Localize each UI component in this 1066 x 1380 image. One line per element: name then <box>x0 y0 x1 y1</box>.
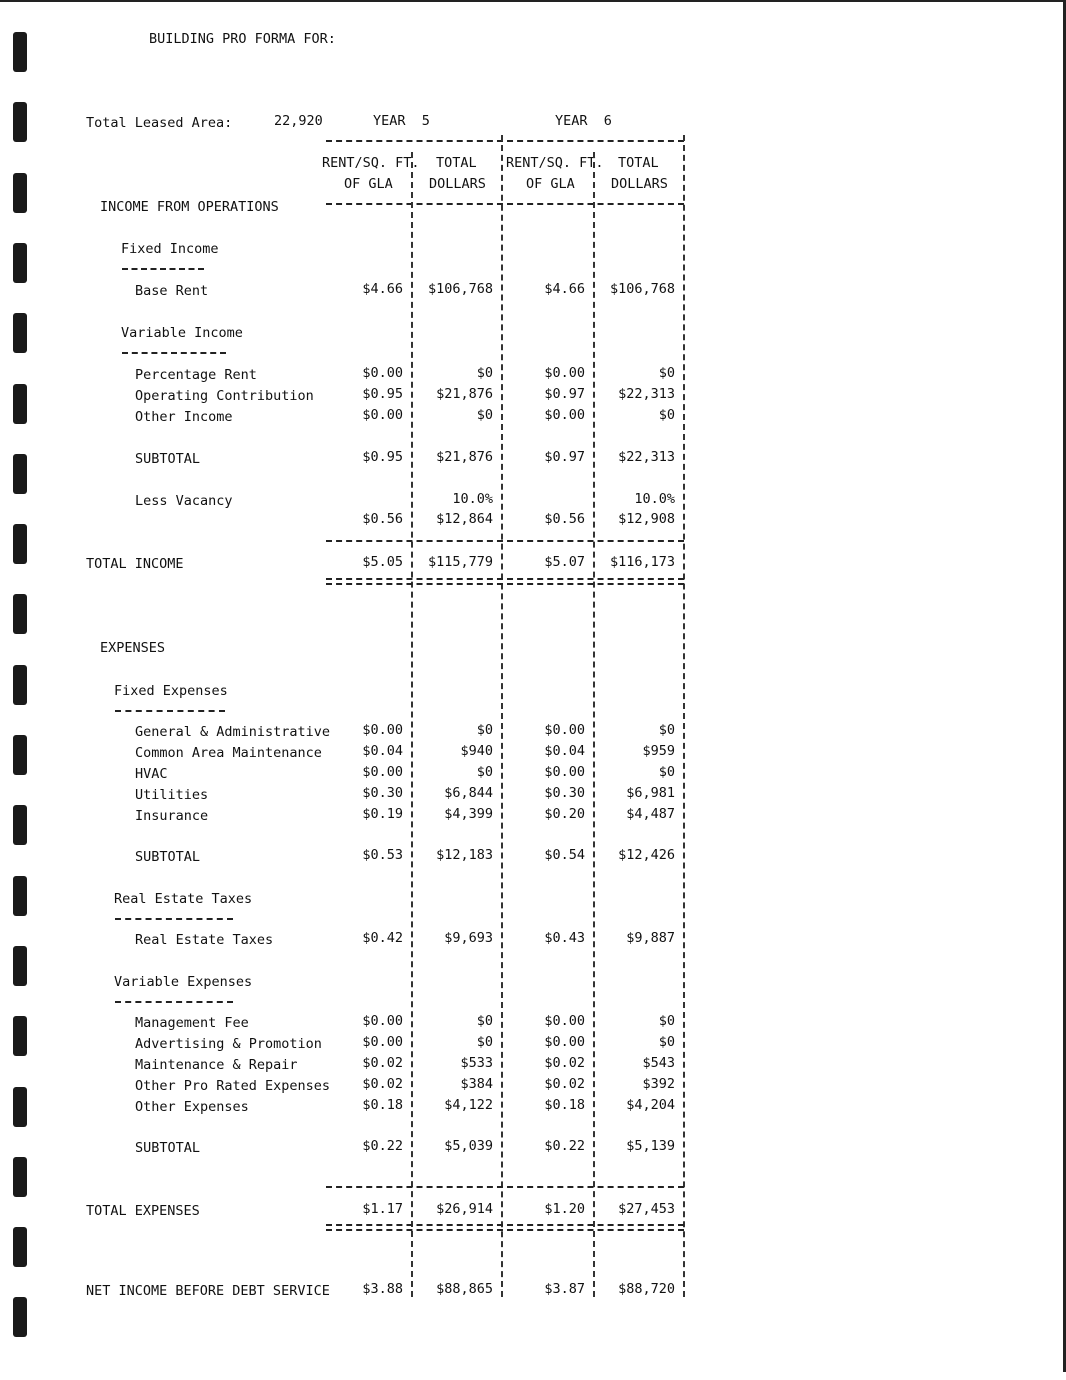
total-expenses-y6-rent-psf: $1.20 <box>544 1201 585 1217</box>
total-expenses-y6-total: $27,453 <box>618 1201 675 1217</box>
other-pro-rated-y5-rent-psf: $0.02 <box>362 1076 403 1092</box>
utilities-y5-total: $6,844 <box>444 785 493 801</box>
binder-hole <box>13 594 27 634</box>
leased-area-value: 22,920 <box>274 113 323 129</box>
other-expenses-y6-rent-psf: $0.18 <box>544 1097 585 1113</box>
operating-contribution-y5-rent-psf: $0.95 <box>362 386 403 402</box>
fixed-expenses-underline <box>115 710 225 712</box>
total-expenses-y5-rent-psf: $1.17 <box>362 1201 403 1217</box>
cam-y5-rent-psf: $0.04 <box>362 743 403 759</box>
total-income-y5-total: $115,779 <box>427 554 493 570</box>
total-income-top-rule <box>326 540 684 542</box>
other-pro-rated-label: Other Pro Rated Expenses <box>135 1078 331 1094</box>
col-separator-y6 <box>593 152 595 1297</box>
net-income-y6-rent-psf: $3.87 <box>544 1281 585 1297</box>
maintenance-y5-rent-psf: $0.02 <box>362 1055 403 1071</box>
total-expenses-y5-total: $26,914 <box>436 1201 493 1217</box>
other-income-y6-total: $0 <box>658 407 675 423</box>
income-subtotal-y6-total: $22,313 <box>618 449 675 465</box>
advertising-y5-rent-psf: $0.00 <box>362 1034 403 1050</box>
operating-contribution-y6-total: $22,313 <box>618 386 675 402</box>
utilities-y6-total: $6,981 <box>626 785 675 801</box>
col-separator-y5 <box>411 152 413 1297</box>
less-vacancy-label: Less Vacancy <box>135 493 233 509</box>
utilities-y6-rent-psf: $0.30 <box>544 785 585 801</box>
operating-contribution-y5-total: $21,876 <box>436 386 493 402</box>
year-5-heading: YEAR 5 <box>373 113 430 129</box>
col-separator-right <box>683 135 685 1297</box>
percentage-rent-y5-rent-psf: $0.00 <box>362 365 403 381</box>
hvac-y5-rent-psf: $0.00 <box>362 764 403 780</box>
hvac-y6-total: $0 <box>658 764 675 780</box>
re-taxes-y6-total: $9,887 <box>626 930 675 946</box>
binder-hole <box>13 102 27 142</box>
cam-label: Common Area Maintenance <box>135 745 322 761</box>
hvac-label: HVAC <box>135 766 168 782</box>
income-subtotal-y5-total: $21,876 <box>436 449 493 465</box>
less-vacancy-y5-total: $12,864 <box>436 511 493 527</box>
management-fee-y5-rent-psf: $0.00 <box>362 1013 403 1029</box>
general-admin-y6-total: $0 <box>658 722 675 738</box>
base-rent-y6-rent-psf: $4.66 <box>544 281 585 297</box>
net-income-y5-rent-psf: $3.88 <box>362 1281 403 1297</box>
re-taxes-label: Real Estate Taxes <box>135 932 274 948</box>
cam-y5-total: $940 <box>460 743 493 759</box>
binder-hole <box>13 1157 27 1197</box>
binder-hole <box>13 1297 27 1337</box>
header-bottom-rule <box>326 203 684 205</box>
net-income-y6-total: $88,720 <box>618 1281 675 1297</box>
other-income-y5-rent-psf: $0.00 <box>362 407 403 423</box>
utilities-label: Utilities <box>135 787 209 803</box>
less-vacancy-y6-total: $12,908 <box>618 511 675 527</box>
y5-total-header-2: DOLLARS <box>429 176 486 192</box>
binder-hole <box>13 173 27 213</box>
other-income-y6-rent-psf: $0.00 <box>544 407 585 423</box>
y5-total-header-1: TOTAL <box>436 155 477 171</box>
variable-expenses-underline <box>115 1001 233 1003</box>
maintenance-y5-total: $533 <box>460 1055 493 1071</box>
base-rent-label: Base Rent <box>135 283 209 299</box>
variable-income-underline <box>122 352 226 354</box>
general-admin-y5-rent-psf: $0.00 <box>362 722 403 738</box>
advertising-label: Advertising & Promotion <box>135 1036 322 1052</box>
base-rent-y6-total: $106,768 <box>609 281 675 297</box>
expenses-section-title: EXPENSES <box>100 640 166 656</box>
binder-hole <box>13 384 27 424</box>
utilities-y5-rent-psf: $0.30 <box>362 785 403 801</box>
income-subtotal-y6-rent-psf: $0.97 <box>544 449 585 465</box>
binder-hole <box>13 243 27 283</box>
insurance-y6-rent-psf: $0.20 <box>544 806 585 822</box>
col-separator-middle <box>501 135 503 1297</box>
y6-rent-header-1: RENT/SQ. FT. <box>506 155 604 171</box>
variable-subtotal-label: SUBTOTAL <box>135 1140 201 1156</box>
general-admin-label: General & Administrative <box>135 724 331 740</box>
other-expenses-y5-rent-psf: $0.18 <box>362 1097 403 1113</box>
hvac-y5-total: $0 <box>476 764 493 780</box>
management-fee-y6-rent-psf: $0.00 <box>544 1013 585 1029</box>
insurance-y5-rent-psf: $0.19 <box>362 806 403 822</box>
net-income-y5-total: $88,865 <box>436 1281 493 1297</box>
operating-contribution-y6-rent-psf: $0.97 <box>544 386 585 402</box>
general-admin-y5-total: $0 <box>476 722 493 738</box>
less-vacancy-y6-percent: 10.0% <box>634 491 675 507</box>
total-expenses-top-rule <box>326 1186 684 1188</box>
other-income-label: Other Income <box>135 409 233 425</box>
variable-income-heading: Variable Income <box>121 325 243 341</box>
operating-contribution-label: Operating Contribution <box>135 388 314 404</box>
total-income-label: TOTAL INCOME <box>86 556 184 572</box>
base-rent-y5-rent-psf: $4.66 <box>362 281 403 297</box>
re-taxes-y5-rent-psf: $0.42 <box>362 930 403 946</box>
fixed-subtotal-y6-total: $12,426 <box>618 847 675 863</box>
total-income-y6-rent-psf: $5.07 <box>544 554 585 570</box>
leased-area-label: Total Leased Area: <box>86 115 233 131</box>
year-6-heading: YEAR 6 <box>555 113 612 129</box>
base-rent-y5-total: $106,768 <box>427 281 493 297</box>
other-pro-rated-y6-total: $392 <box>642 1076 675 1092</box>
binder-hole <box>13 665 27 705</box>
fixed-subtotal-y6-rent-psf: $0.54 <box>544 847 585 863</box>
advertising-y6-rent-psf: $0.00 <box>544 1034 585 1050</box>
y6-total-header-1: TOTAL <box>618 155 659 171</box>
binder-hole <box>13 454 27 494</box>
page-top-edge <box>0 0 1066 2</box>
net-income-label: NET INCOME BEFORE DEBT SERVICE <box>86 1283 330 1299</box>
variable-subtotal-y6-total: $5,139 <box>626 1138 675 1154</box>
re-taxes-heading: Real Estate Taxes <box>114 891 253 907</box>
maintenance-label: Maintenance & Repair <box>135 1057 298 1073</box>
maintenance-y6-total: $543 <box>642 1055 675 1071</box>
binder-hole <box>13 1087 27 1127</box>
fixed-income-heading: Fixed Income <box>121 241 219 257</box>
variable-subtotal-y5-rent-psf: $0.22 <box>362 1138 403 1154</box>
variable-subtotal-y6-rent-psf: $0.22 <box>544 1138 585 1154</box>
fixed-expenses-heading: Fixed Expenses <box>114 683 228 699</box>
y6-total-header-2: DOLLARS <box>611 176 668 192</box>
income-subtotal-y5-rent-psf: $0.95 <box>362 449 403 465</box>
binder-hole <box>13 946 27 986</box>
re-taxes-y6-rent-psf: $0.43 <box>544 930 585 946</box>
page-title: BUILDING PRO FORMA FOR: <box>149 31 336 47</box>
insurance-y5-total: $4,399 <box>444 806 493 822</box>
cam-y6-rent-psf: $0.04 <box>544 743 585 759</box>
other-expenses-y6-total: $4,204 <box>626 1097 675 1113</box>
income-subtotal-label: SUBTOTAL <box>135 451 201 467</box>
total-income-double-rule <box>326 578 684 585</box>
binder-hole <box>13 1016 27 1056</box>
other-expenses-label: Other Expenses <box>135 1099 249 1115</box>
hvac-y6-rent-psf: $0.00 <box>544 764 585 780</box>
insurance-y6-total: $4,487 <box>626 806 675 822</box>
insurance-label: Insurance <box>135 808 209 824</box>
general-admin-y6-rent-psf: $0.00 <box>544 722 585 738</box>
fixed-subtotal-label: SUBTOTAL <box>135 849 201 865</box>
total-income-y5-rent-psf: $5.05 <box>362 554 403 570</box>
other-expenses-y5-total: $4,122 <box>444 1097 493 1113</box>
y5-rent-header-2: OF GLA <box>344 176 393 192</box>
binder-hole <box>13 313 27 353</box>
binder-hole <box>13 32 27 72</box>
re-taxes-y5-total: $9,693 <box>444 930 493 946</box>
other-income-y5-total: $0 <box>476 407 493 423</box>
less-vacancy-y6-rent-psf: $0.56 <box>544 511 585 527</box>
other-pro-rated-y5-total: $384 <box>460 1076 493 1092</box>
advertising-y6-total: $0 <box>658 1034 675 1050</box>
total-income-y6-total: $116,173 <box>609 554 675 570</box>
fixed-subtotal-y5-rent-psf: $0.53 <box>362 847 403 863</box>
y6-rent-header-2: OF GLA <box>526 176 575 192</box>
header-top-rule <box>326 140 684 142</box>
percentage-rent-y6-rent-psf: $0.00 <box>544 365 585 381</box>
fixed-income-underline <box>122 268 204 270</box>
binder-hole <box>13 876 27 916</box>
maintenance-y6-rent-psf: $0.02 <box>544 1055 585 1071</box>
total-expenses-label: TOTAL EXPENSES <box>86 1203 200 1219</box>
less-vacancy-y5-rent-psf: $0.56 <box>362 511 403 527</box>
cam-y6-total: $959 <box>642 743 675 759</box>
percentage-rent-y5-total: $0 <box>476 365 493 381</box>
less-vacancy-y5-percent: 10.0% <box>452 491 493 507</box>
binder-hole <box>13 735 27 775</box>
management-fee-y6-total: $0 <box>658 1013 675 1029</box>
percentage-rent-y6-total: $0 <box>658 365 675 381</box>
binder-hole <box>13 1227 27 1267</box>
fixed-subtotal-y5-total: $12,183 <box>436 847 493 863</box>
total-expenses-double-rule <box>326 1224 684 1231</box>
management-fee-label: Management Fee <box>135 1015 249 1031</box>
binder-hole <box>13 524 27 564</box>
advertising-y5-total: $0 <box>476 1034 493 1050</box>
variable-expenses-heading: Variable Expenses <box>114 974 253 990</box>
income-section-title: INCOME FROM OPERATIONS <box>100 199 279 215</box>
other-pro-rated-y6-rent-psf: $0.02 <box>544 1076 585 1092</box>
variable-subtotal-y5-total: $5,039 <box>444 1138 493 1154</box>
binder-hole <box>13 805 27 845</box>
percentage-rent-label: Percentage Rent <box>135 367 257 383</box>
management-fee-y5-total: $0 <box>476 1013 493 1029</box>
re-taxes-underline <box>115 918 233 920</box>
y5-rent-header-1: RENT/SQ. FT. <box>322 155 420 171</box>
